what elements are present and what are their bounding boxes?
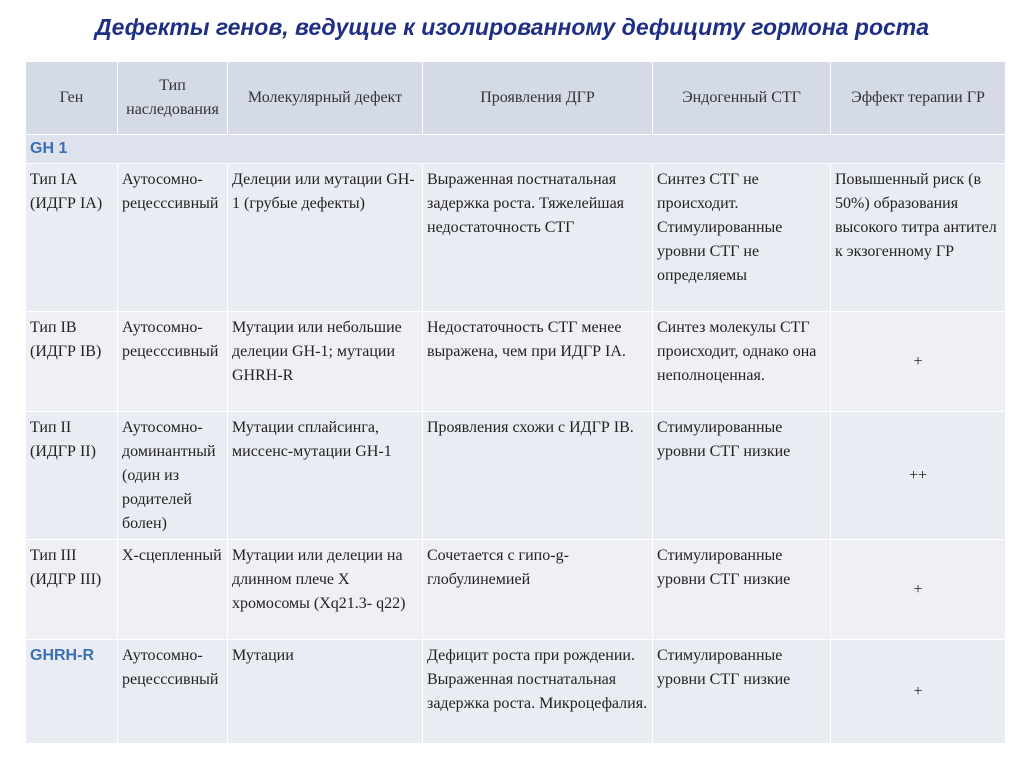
table-row <box>26 540 1006 640</box>
table-row <box>26 312 1006 412</box>
header-endogenous-gh: Эндогенный СТГ <box>653 62 831 135</box>
table-header-row <box>26 62 1006 135</box>
cell-inheritance: Аутосомно-доминантный (один из родителей болен) <box>118 412 228 540</box>
cell-endogenous: Синтез СТГ не происходит. Стимулированные уровни СТГ не определяемы <box>653 164 831 312</box>
cell-manifestation: Недостаточность СТГ менее выражена, чем при ИДГР IA. <box>423 312 653 412</box>
cell-endogenous: Стимулированные уровни СТГ низкие <box>653 540 831 640</box>
group-label-gh1: GH 1 <box>26 135 1006 164</box>
header-inheritance: Тип наследования <box>118 62 228 135</box>
cell-effect: + <box>831 312 1006 412</box>
cell-manifestation: Проявления схожи с ИДГР IB. <box>423 412 653 540</box>
header-gene: Ген <box>26 62 118 135</box>
cell-effect: + <box>831 640 1006 744</box>
cell-inheritance: Аутосомно-рецесссивный <box>118 640 228 744</box>
cell-endogenous: Синтез молекулы СТГ происходит, однако она неполноценная. <box>653 312 831 412</box>
cell-gene: Тип III (ИДГР III) <box>26 540 118 640</box>
cell-defect: Мутации или делеции на длинном плече X хромосомы (Xq21.3- q22) <box>228 540 423 640</box>
gene-defects-table <box>25 61 1006 744</box>
table-row <box>26 412 1006 540</box>
cell-inheritance: X-сцепленный <box>118 540 228 640</box>
cell-manifestation: Выраженная постнатальная задержка роста. Тяжелейшая недостаточность СТГ <box>423 164 653 312</box>
cell-defect: Мутации или небольшие делеции GH-1; мутации GHRH-R <box>228 312 423 412</box>
header-manifestation: Проявления ДГР <box>423 62 653 135</box>
cell-gene: GHRH-R <box>26 640 118 744</box>
cell-inheritance: Аутосомно-рецесссивный <box>118 312 228 412</box>
cell-gene: Тип IA (ИДГР IA) <box>26 164 118 312</box>
cell-effect: ++ <box>831 412 1006 540</box>
cell-manifestation: Сочетается с гипо-g-глобулинемией <box>423 540 653 640</box>
cell-inheritance: Аутосомно-рецесссивный <box>118 164 228 312</box>
group-row-gh1 <box>26 135 1006 164</box>
cell-gene: Тип IB (ИДГР IB) <box>26 312 118 412</box>
cell-manifestation: Дефицит роста при рождении. Выраженная постнатальная задержка роста. Микроцефалия. <box>423 640 653 744</box>
cell-endogenous: Стимулированные уровни СТГ низкие <box>653 640 831 744</box>
table-row <box>26 164 1006 312</box>
cell-defect: Делеции или мутации GH-1 (грубые дефекты) <box>228 164 423 312</box>
cell-gene: Тип II (ИДГР II) <box>26 412 118 540</box>
header-molecular-defect: Молекулярный дефект <box>228 62 423 135</box>
page-title: Дефекты генов, ведущие к изолированному дефициту гормона роста <box>94 14 930 40</box>
cell-endogenous: Стимулированные уровни СТГ низкие <box>653 412 831 540</box>
cell-defect: Мутации <box>228 640 423 744</box>
cell-effect: + <box>831 540 1006 640</box>
header-therapy-effect: Эффект терапии ГР <box>831 62 1006 135</box>
table-row <box>26 640 1006 744</box>
cell-defect: Мутации сплайсинга, миссенс-мутации GH-1 <box>228 412 423 540</box>
cell-effect: Повышенный риск (в 50%) образования высокого титра антител к экзогенному ГР <box>831 164 1006 312</box>
